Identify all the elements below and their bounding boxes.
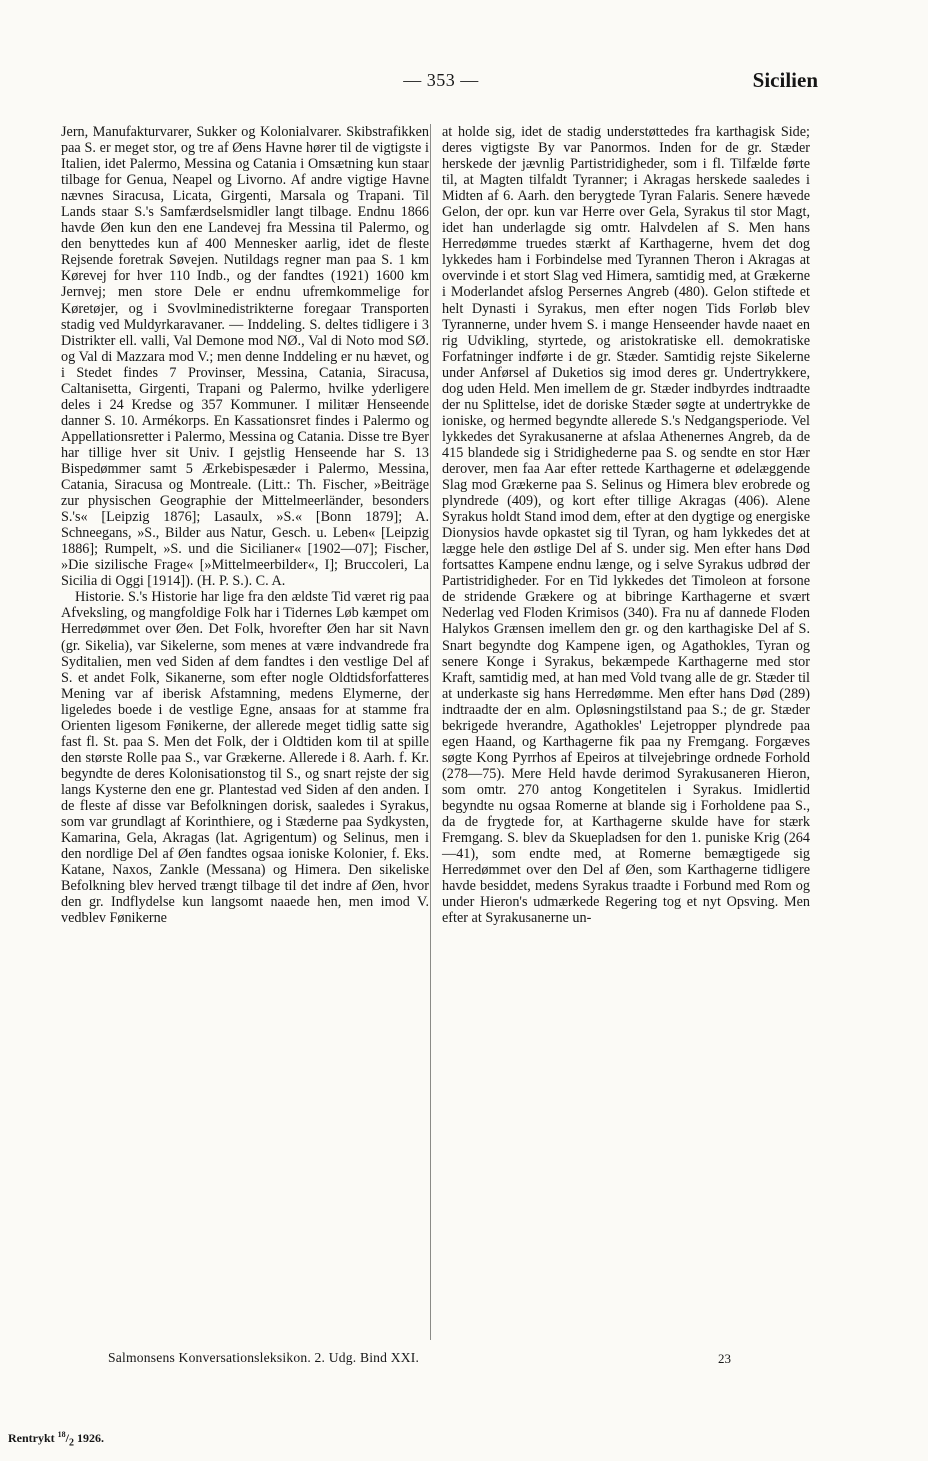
column-paragraph: Historie. S.'s Historie har lige fra den ældste Tid været rig paa Afveksling, og mangfoldige Folk har i Tidernes Løb kæmpet om Herredømmet over Øen. Det Folk, hvorefter Øen har sit Navn (gr. Sikelia), var Sikelerne, som menes at være indvandrede fra Syditalien, men ved Siden af dem fandtes i den vestlige Del af S. et andet Folk, Sikanerne, som efter nogle Oldtidsforfatteres Mening var af iberisk Afstamning, medens Elymerne, der ligeledes boede i de vestlige Egne, ansaas for at stamme fra Orienten ligesom Fønikerne, der allerede meget tidlig satte sig fast fl. St. paa S. Men det Folk, der i Oldtiden kom til at spille den største Rolle paa S., var Grækerne. Allerede i 8. Aarh. f. Kr. begyndte de deres Kolonisationstog til S., og snart rejste der sig langs Kysterne den ene gr. Plantestad ved Siden af den anden. I de fleste af disse var Befolkningen dorisk, saaledes i Syrakus, som var grundlagt af Korinthiere, og i Stæderne paa Sydkysten, Kamarina, Gela, Akragas (lat. Agrigentum) og Selinus, men i den nordlige Del af Øen fandtes ogsaa ioniske Kolonier, f. Eks. Katane, Naxos, Zankle (Messana) og Himera. Den sikeliske Befolkning blev herved trængt tilbage til det indre af Øen, hvor den gr. Indflydelse kun langsomt naaede hen, men imod V. vedblev Fønikerne: [61, 589, 429, 927]
reprint-note: Rentrykt $^{18}/_2$ 1926.: [8, 1430, 105, 1449]
running-title: Sicilien: [752, 68, 818, 92]
reprint-year: 1926.: [77, 1431, 105, 1445]
reprint-day: 18: [57, 1430, 66, 1439]
column-paragraph: at holde sig, idet de stadig understøttedes fra karthagisk Side; deres vigtigste By var Panormos. Inden for de gr. Stæder herskede der jævnlig Partistridigheder, som i fl. Tilfælde førte til, at Magten tilfaldt Tyranner; i Akragas herskede saaledes i Midten af 6. Aarh. den berygtede Tyran Falaris. Senere hævede Gelon, der opr. kun var Herre over Gela, Syrakus til stor Magt, idet han underlagde sig omtr. Halvdelen af S. Men hans Herredømme truedes stærkt af Karthagerne, hvem det dog lykkedes ham i Forbindelse med Tyrannen Theron i Akragas at overvinde i et stort Slag ved Himera, samtidig med, at Grækerne i Moderlandet afslog Persernes Angreb (480). Gelon stiftede et helt Dynasti i Syrakus, men efter nogen Tids Forløb blev Tyrannerne, under hvem S. i mange Henseender havde naaet en rig Udvikling, styrtede, og aristokratiske ell. demokratiske Forfatninger indførte i de gr. Stæder. Samtidig rejste Sikelerne under Anførsel af Duketios sig imod deres gr. Undertrykkere, dog uden Held. Men imellem de gr. Stæder indbyrdes indtraadte der nu Splittelse, idet de doriske Stæder søgte at undertrykke de ioniske, og hermed begyndte allerede S.'s Nedgangsperiode. Vel lykkedes det Syrakusanerne at afslaa Athenernes Angreb, da de 415 blandede sig i Stridighederne paa S. og sendte en stor Hær derover, men faa Aar efter rettede Karthagerne et ødelæggende Slag mod Grækerne paa S. Selinus og Himera blev erobrede og plyndrede (409), og kort efter tillige Akragas (406). Alene Syrakus holdt Stand imod dem, efter at den dygtige og energiske Dionysios havde opkastet sig til Tyran, og ham lykkedes det at lægge hele den østlige Del af S. under sig. Men efter hans Død fortsattes Kampene endnu længe, og i selve Syrakus udbrød der Partistridigheder. For en Tid lykkedes det Timoleon at forsone de stridende Grækere og at bibringe Karthagerne et svært Nederlag ved Floden Krimisos (340). Fra nu af dannede Floden Halykos Grænsen imellem den gr. og den karthagiske Del af S. Snart begyndte dog Kampene igen, og Agathokles, Tyran og senere Konge i Syrakus, bekæmpede Karthagerne med stor Kraft, samtidig med, at han med Vold tvang alle de gr. Stæder til at underkaste sig hans Herredømme. Men efter hans Død (289) indtraadte der en alm. Opløsningstilstand paa S.; de gr. Stæder bekrigede hverandre, Agathokles' Lejetropper plyndrede paa egen Haand, og Karthagerne fik paa ny Fremgang. Forgæves søgte Kong Pyrrhos af Epeiros at tilvejebringe ordnede Forhold (278—75). Mere Held havde derimod Syrakusaneren Hieron, som omtr. 270 antog Kongetitelen i Syrakus. Imidlertid begyndte nu ogsaa Romerne at blande sig i Forholdene paa S., da de frygtede for, at Karthagerne skulde have for stærk Fremgang. S. blev da Skuepladsen for den 1. puniske Krig (264—41), som endte med, at Romerne bemægtigede sig Herredømmet over den Del af Øen, som Karthagerne tidligere havde besiddet, medens Syrakus traadte i Forbund med Rom og under Hieron's udmærkede Regering tog et nyt Opsving. Men efter at Syrakusanerne un-: [442, 124, 810, 927]
column-divider: [430, 124, 431, 1340]
reprint-month: 2: [69, 1437, 75, 1449]
column-right: [442, 124, 810, 926]
column-left: [61, 124, 429, 926]
footer-publication: Salmonsens Konversationsleksikon. 2. Udg. Bind XXI.: [108, 1350, 420, 1365]
column-paragraph: Jern, Manufakturvarer, Sukker og Kolonialvarer. Skibstrafikken paa S. er meget stor, og tre af Øens Havne hører til de vigtigste i Italien, idet Palermo, Messina og Catania i Omsætning kun staar tilbage for Genua, Neapel og Livorno. Af andre vigtige Havne nævnes Siracusa, Licata, Girgenti, Marsala og Trapani. Til Lands staar S.'s Samfærdselsmidler langt tilbage. Endnu 1866 havde Øen kun den ene Landevej fra Messina til Palermo, og den benyttedes kun af 400 Mennesker aarlig, idet de fleste Rejsende foretrak Søvejen. Nutildags regner man paa S. 1 km Kørevej for hver 110 Indb., og der fandtes (1921) 1600 km Jernvej; men store Dele er endnu ufremkommelige for Køretøjer, og i Svovlminedistrikterne foregaar Transporten stadig ved Muldyrkaravaner. — Inddeling. S. deltes tidligere i 3 Distrikter ell. valli, Val Demone mod NØ., Val di Noto mod SØ. og Val di Mazzara mod V.; men denne Inddeling er nu hævet, og i Stedet findes 7 Provinser, Messina, Catania, Siracusa, Caltanisetta, Girgenti, Trapani og Palermo, hvilke yderligere deles i 24 Kredse og 357 Kommuner. I militær Henseende danner S. 10. Armékorps. En Kassationsret findes i Palermo og Appellationsretter i Palermo, Messina og Catania. Disse tre Byer har tillige hver sit Univ. I gejstlig Henseende har S. 13 Bispedømmer samt 5 Ærkebispesæder i Palermo, Messina, Catania, Siracusa og Montreale. (Litt.: Th. Fischer, »Beiträge zur physischen Geographie der Mittelmeerländer, besonders S.'s« [Leipzig 1876]; Lasaulx, »S.« [Bonn 1879]; A. Schneegans, »S., Bilder aus Natur, Gesch. u. Leben« [Leipzig 1886]; Rumpelt, »S. und die Sicilianer« [1902—07]; Fischer, »Die sizilische Frage« [»Mittelmeerbilder«, I]; Bruccoleri, La Sicilia di Oggi [1914]). (H. P. S.). C. A.: [61, 124, 429, 590]
page-number: — 353 —: [403, 70, 479, 90]
reprint-label: Rentrykt: [8, 1431, 55, 1445]
footer-signature-mark: 23: [718, 1351, 731, 1366]
